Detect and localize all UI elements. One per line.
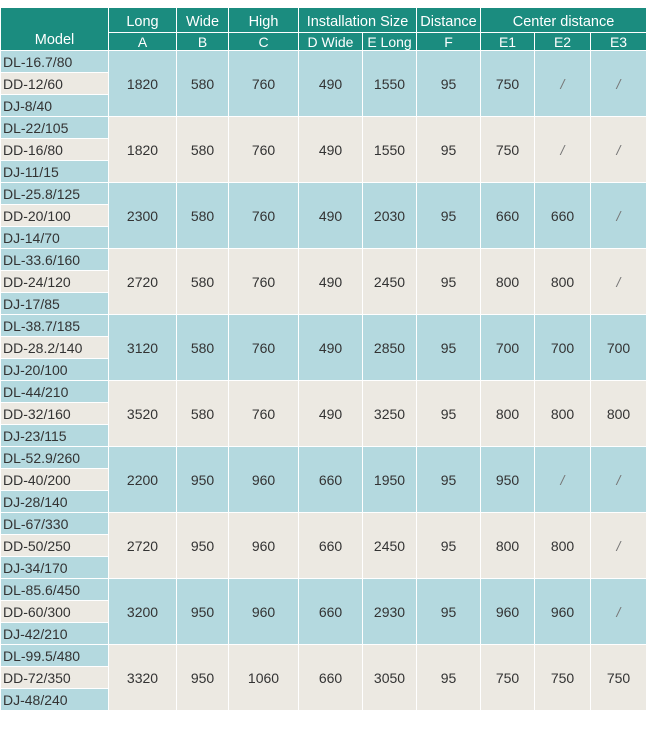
value-cell-e-long: 2930	[363, 579, 417, 645]
table-row	[1, 249, 647, 271]
value-cell-d-wide: 490	[299, 51, 363, 117]
value-cell-long-a: 2720	[109, 249, 177, 315]
value-cell-high-c: 760	[229, 315, 299, 381]
value-cell-e-long: 2450	[363, 249, 417, 315]
value-cell-e1: 800	[481, 381, 535, 447]
model-cell: DL-52.9/260	[1, 447, 109, 469]
model-cell: DL-85.6/450	[1, 579, 109, 601]
model-cell: DD-24/120	[1, 271, 109, 293]
header-center-distance: Center distance	[481, 8, 647, 33]
value-cell-long-a: 2720	[109, 513, 177, 579]
table-row	[1, 645, 647, 667]
model-cell: DD-50/250	[1, 535, 109, 557]
model-cell: DD-16/80	[1, 139, 109, 161]
header-f: F	[417, 33, 481, 51]
value-cell-e1: 800	[481, 513, 535, 579]
value-cell-distance-f: 95	[417, 579, 481, 645]
value-cell-high-c: 1060	[229, 645, 299, 711]
header-d-wide: D Wide	[299, 33, 363, 51]
header-distance: Distance	[417, 8, 481, 33]
value-cell-e-long: 2850	[363, 315, 417, 381]
value-cell-high-c: 960	[229, 447, 299, 513]
header-wide: Wide	[177, 8, 229, 33]
model-cell: DD-20/100	[1, 205, 109, 227]
value-cell-e-long: 3050	[363, 645, 417, 711]
value-cell-e1: 660	[481, 183, 535, 249]
value-cell-e3: /	[591, 249, 647, 315]
value-cell-distance-f: 95	[417, 249, 481, 315]
table-row	[1, 579, 647, 601]
table-row	[1, 513, 647, 535]
value-cell-wide-b: 950	[177, 447, 229, 513]
model-cell: DJ-11/15	[1, 161, 109, 183]
value-cell-e2: 800	[535, 249, 591, 315]
value-cell-e3: 750	[591, 645, 647, 711]
model-cell: DD-40/200	[1, 469, 109, 491]
value-cell-high-c: 760	[229, 183, 299, 249]
value-cell-wide-b: 580	[177, 381, 229, 447]
value-cell-d-wide: 660	[299, 579, 363, 645]
value-cell-long-a: 1820	[109, 117, 177, 183]
value-cell-d-wide: 490	[299, 315, 363, 381]
model-cell: DL-99.5/480	[1, 645, 109, 667]
value-cell-d-wide: 490	[299, 183, 363, 249]
value-cell-e3: 700	[591, 315, 647, 381]
value-cell-wide-b: 950	[177, 579, 229, 645]
value-cell-d-wide: 490	[299, 381, 363, 447]
value-cell-wide-b: 950	[177, 513, 229, 579]
model-cell: DL-22/105	[1, 117, 109, 139]
header-high: High	[229, 8, 299, 33]
model-cell: DJ-42/210	[1, 623, 109, 645]
value-cell-distance-f: 95	[417, 315, 481, 381]
table-header	[1, 8, 647, 51]
value-cell-distance-f: 95	[417, 645, 481, 711]
model-cell: DL-16.7/80	[1, 51, 109, 73]
value-cell-wide-b: 950	[177, 645, 229, 711]
header-b: B	[177, 33, 229, 51]
header-e-long: E Long	[363, 33, 417, 51]
model-cell: DL-44/210	[1, 381, 109, 403]
value-cell-e1: 960	[481, 579, 535, 645]
value-cell-e1: 800	[481, 249, 535, 315]
header-c: C	[229, 33, 299, 51]
value-cell-long-a: 3320	[109, 645, 177, 711]
value-cell-wide-b: 580	[177, 315, 229, 381]
model-cell: DJ-8/40	[1, 95, 109, 117]
specification-table	[0, 8, 647, 710]
table-row	[1, 183, 647, 205]
model-cell: DJ-20/100	[1, 359, 109, 381]
table-row	[1, 315, 647, 337]
model-cell: DL-67/330	[1, 513, 109, 535]
model-cell: DJ-17/85	[1, 293, 109, 315]
value-cell-e2: 660	[535, 183, 591, 249]
model-cell: DL-38.7/185	[1, 315, 109, 337]
value-cell-e1: 750	[481, 117, 535, 183]
model-cell: DJ-34/170	[1, 557, 109, 579]
model-cell: DL-25.8/125	[1, 183, 109, 205]
value-cell-high-c: 760	[229, 51, 299, 117]
value-cell-long-a: 3120	[109, 315, 177, 381]
value-cell-d-wide: 490	[299, 117, 363, 183]
header-e2: E2	[535, 33, 591, 51]
value-cell-distance-f: 95	[417, 447, 481, 513]
value-cell-distance-f: 95	[417, 51, 481, 117]
value-cell-e2: 750	[535, 645, 591, 711]
value-cell-long-a: 2200	[109, 447, 177, 513]
value-cell-wide-b: 580	[177, 249, 229, 315]
header-long: Long	[109, 8, 177, 33]
value-cell-e-long: 2030	[363, 183, 417, 249]
value-cell-high-c: 760	[229, 249, 299, 315]
value-cell-wide-b: 580	[177, 51, 229, 117]
model-cell: DJ-23/115	[1, 425, 109, 447]
value-cell-e1: 950	[481, 447, 535, 513]
spec-table-wrapper	[0, 8, 646, 710]
table-row	[1, 447, 647, 469]
value-cell-e3: /	[591, 117, 647, 183]
value-cell-e3: /	[591, 513, 647, 579]
value-cell-high-c: 960	[229, 579, 299, 645]
value-cell-distance-f: 95	[417, 117, 481, 183]
value-cell-e3: /	[591, 183, 647, 249]
model-cell: DJ-48/240	[1, 689, 109, 711]
table-body	[1, 51, 647, 711]
model-cell: DD-28.2/140	[1, 337, 109, 359]
value-cell-distance-f: 95	[417, 183, 481, 249]
value-cell-long-a: 1820	[109, 51, 177, 117]
model-cell: DJ-28/140	[1, 491, 109, 513]
value-cell-high-c: 760	[229, 381, 299, 447]
value-cell-e2: 700	[535, 315, 591, 381]
value-cell-e3: 800	[591, 381, 647, 447]
value-cell-e2: /	[535, 117, 591, 183]
value-cell-d-wide: 660	[299, 645, 363, 711]
header-e1: E1	[481, 33, 535, 51]
value-cell-d-wide: 660	[299, 447, 363, 513]
model-cell: DD-32/160	[1, 403, 109, 425]
model-cell: DD-12/60	[1, 73, 109, 95]
value-cell-d-wide: 490	[299, 249, 363, 315]
header-a: A	[109, 33, 177, 51]
table-row	[1, 117, 647, 139]
header-model: Model	[1, 8, 109, 51]
value-cell-long-a: 3200	[109, 579, 177, 645]
value-cell-e2: /	[535, 447, 591, 513]
value-cell-e-long: 1550	[363, 51, 417, 117]
value-cell-e2: /	[535, 51, 591, 117]
value-cell-e2: 800	[535, 513, 591, 579]
model-cell: DJ-14/70	[1, 227, 109, 249]
model-cell: DD-60/300	[1, 601, 109, 623]
value-cell-distance-f: 95	[417, 381, 481, 447]
value-cell-e1: 750	[481, 645, 535, 711]
value-cell-e-long: 2450	[363, 513, 417, 579]
value-cell-e-long: 3250	[363, 381, 417, 447]
table-row	[1, 381, 647, 403]
value-cell-e3: /	[591, 579, 647, 645]
value-cell-wide-b: 580	[177, 183, 229, 249]
value-cell-e3: /	[591, 447, 647, 513]
value-cell-long-a: 3520	[109, 381, 177, 447]
value-cell-d-wide: 660	[299, 513, 363, 579]
value-cell-e1: 750	[481, 51, 535, 117]
header-installation-size: Installation Size	[299, 8, 417, 33]
value-cell-e2: 960	[535, 579, 591, 645]
table-row	[1, 51, 647, 73]
value-cell-e-long: 1550	[363, 117, 417, 183]
value-cell-high-c: 760	[229, 117, 299, 183]
header-e3: E3	[591, 33, 647, 51]
model-cell: DD-72/350	[1, 667, 109, 689]
value-cell-long-a: 2300	[109, 183, 177, 249]
value-cell-e-long: 1950	[363, 447, 417, 513]
value-cell-e3: /	[591, 51, 647, 117]
model-cell: DL-33.6/160	[1, 249, 109, 271]
value-cell-e2: 800	[535, 381, 591, 447]
value-cell-high-c: 960	[229, 513, 299, 579]
value-cell-wide-b: 580	[177, 117, 229, 183]
value-cell-e1: 700	[481, 315, 535, 381]
value-cell-distance-f: 95	[417, 513, 481, 579]
